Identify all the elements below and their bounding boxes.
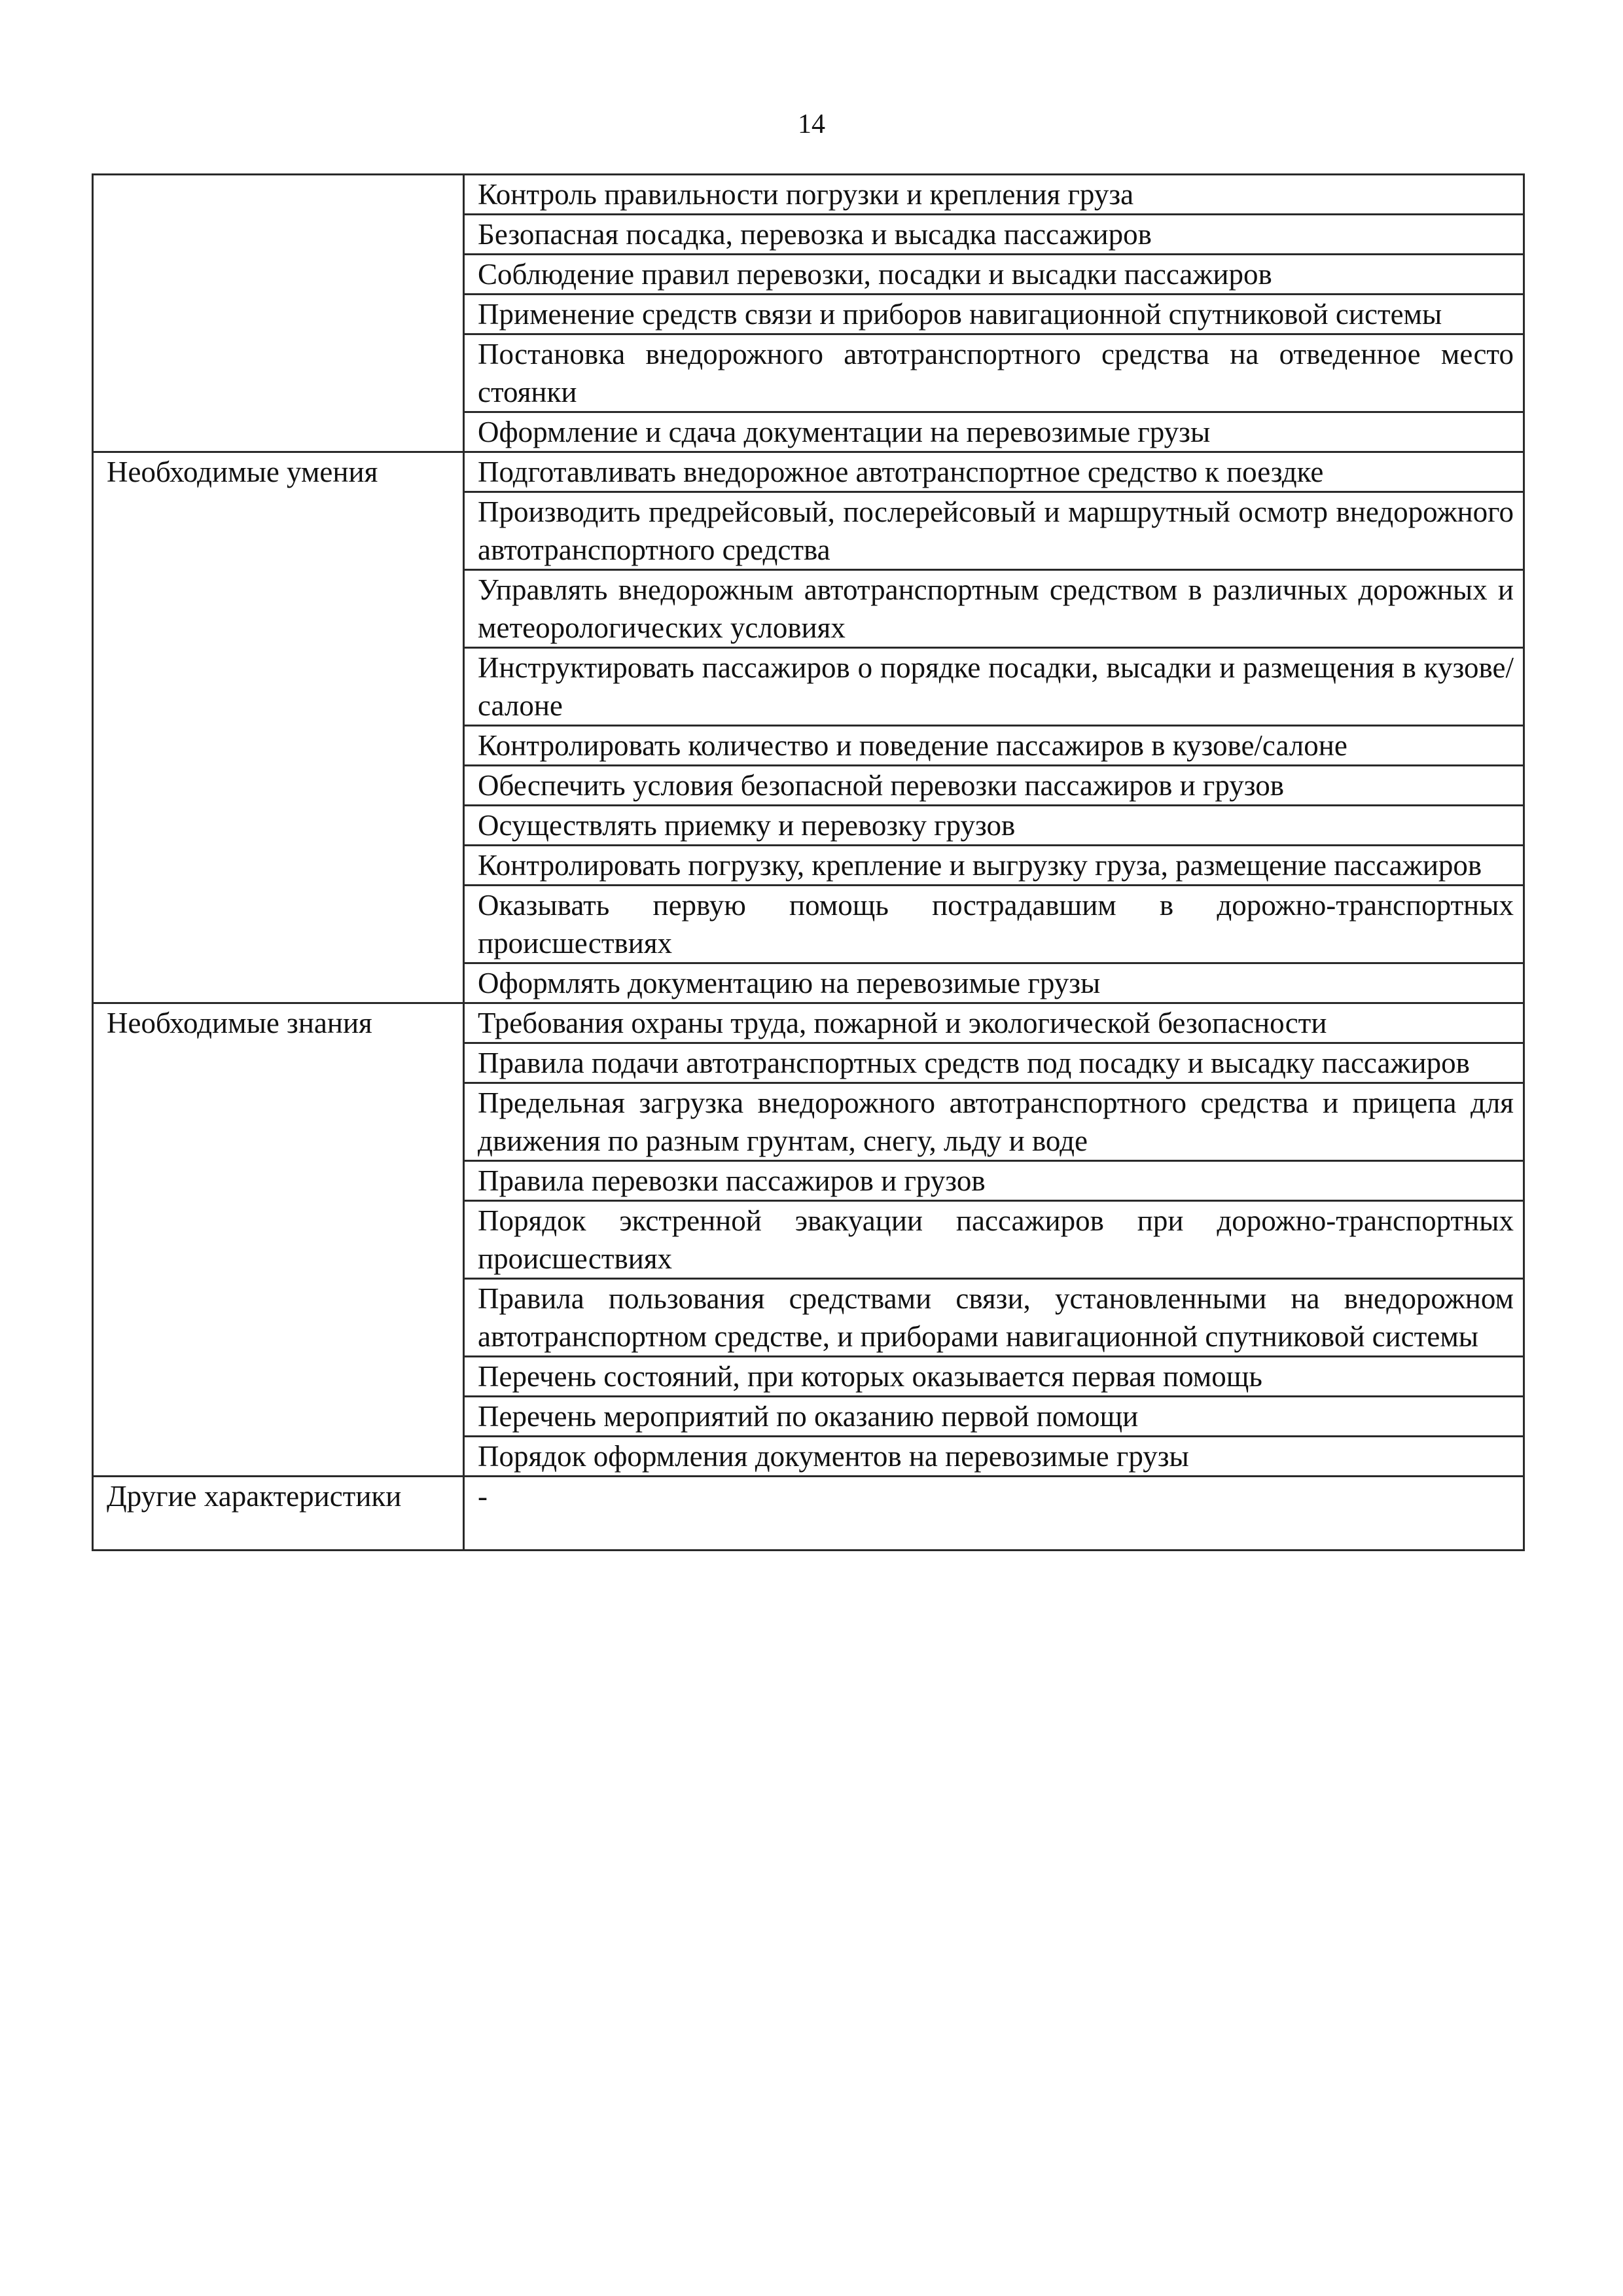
table-cell: Соблюдение правил перевозки, посадки и высадки пассажиров <box>464 255 1524 295</box>
table-cell: Порядок оформления документов на перевозимые грузы <box>464 1437 1524 1477</box>
empty-label-cell <box>93 175 464 452</box>
table-cell: Оформление и сдача документации на перевозимые грузы <box>464 412 1524 452</box>
table-cell: Постановка внедорожного автотранспортного средства на отведенное место стоянки <box>464 334 1524 412</box>
table-cell: Правила пользования средствами связи, установленными на внедорожном автотранспортном средстве, и приборами навигационной спутниковой системы <box>464 1279 1524 1357</box>
table-cell: Применение средств связи и приборов навигационной спутниковой системы <box>464 295 1524 334</box>
skills-label: Необходимые умения <box>93 452 464 1003</box>
characteristics-table <box>92 173 1525 1551</box>
table-cell: Управлять внедорожным автотранспортным средством в различных дорожных и метеорологических условиях <box>464 570 1524 648</box>
table-cell: Контролировать количество и поведение пассажиров в кузове/салоне <box>464 726 1524 766</box>
table-cell: Правила перевозки пассажиров и грузов <box>464 1161 1524 1201</box>
table-cell: Инструктировать пассажиров о порядке посадки, высадки и размещения в кузове/салоне <box>464 648 1524 726</box>
table-cell: Подготавливать внедорожное автотранспортное средство к поездке <box>464 452 1524 492</box>
knowledge-label: Необходимые знания <box>93 1003 464 1477</box>
table-cell: Перечень состояний, при которых оказывается первая помощь <box>464 1357 1524 1397</box>
other-value: - <box>464 1477 1524 1551</box>
table-cell: Требования охраны труда, пожарной и экологической безопасности <box>464 1003 1524 1043</box>
table-cell: Обеспечить условия безопасной перевозки пассажиров и грузов <box>464 766 1524 806</box>
table-row <box>93 1477 1524 1551</box>
table-cell: Порядок экстренной эвакуации пассажиров при дорожно-транспортных происшествиях <box>464 1201 1524 1279</box>
table-cell: Осуществлять приемку и перевозку грузов <box>464 806 1524 846</box>
table-row <box>93 452 1524 492</box>
other-label: Другие характеристики <box>93 1477 464 1551</box>
table-row <box>93 1003 1524 1043</box>
table-cell: Контролировать погрузку, крепление и выгрузку груза, размещение пассажиров <box>464 846 1524 886</box>
page-number: 14 <box>798 109 825 139</box>
table-cell: Перечень мероприятий по оказанию первой помощи <box>464 1397 1524 1437</box>
table-cell: Оформлять документацию на перевозимые грузы <box>464 963 1524 1003</box>
table-cell: Контроль правильности погрузки и крепления груза <box>464 175 1524 215</box>
table-cell: Безопасная посадка, перевозка и высадка пассажиров <box>464 215 1524 255</box>
table-cell: Правила подачи автотранспортных средств под посадку и высадку пассажиров <box>464 1043 1524 1083</box>
table-cell: Оказывать первую помощь пострадавшим в дорожно-транспортных происшествиях <box>464 886 1524 963</box>
table-cell: Предельная загрузка внедорожного автотранспортного средства и прицепа для движения по разным грунтам, снегу, льду и воде <box>464 1083 1524 1161</box>
table-row <box>93 175 1524 215</box>
table-cell: Производить предрейсовый, послерейсовый и маршрутный осмотр внедорожного автотранспортного средства <box>464 492 1524 570</box>
